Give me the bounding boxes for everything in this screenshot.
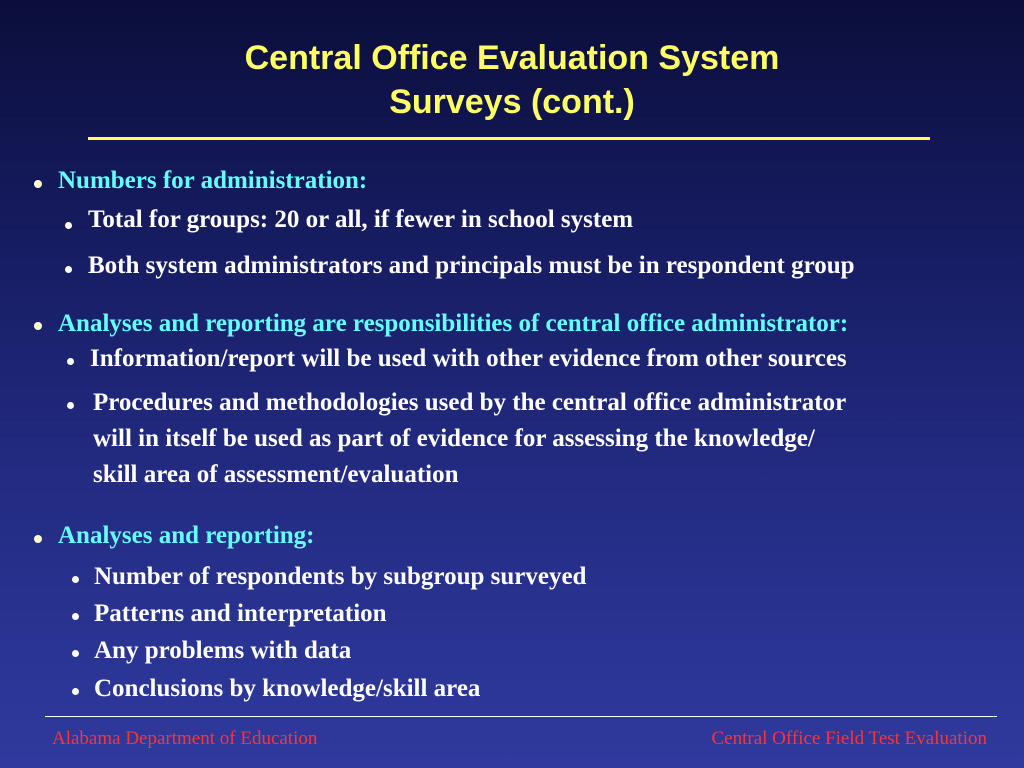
slide-title-line-2: Surveys (cont.)	[389, 83, 635, 121]
bullet-dot-icon	[67, 358, 74, 365]
section-heading-analyses-responsibilities: Analyses and reporting are responsibilities of central office administrator:	[58, 310, 849, 337]
list-item-continuation: skill area of assessment/evaluation	[93, 461, 459, 488]
footer-organization: Alabama Department of Education	[52, 728, 318, 749]
list-item: Information/report will be used with other evidence from other sources	[90, 345, 847, 372]
section-heading-analyses-reporting: Analyses and reporting:	[58, 522, 315, 549]
bullet-dot-icon	[72, 650, 79, 657]
list-item: Number of respondents by subgroup surveyed	[94, 563, 587, 590]
list-item: Patterns and interpretation	[94, 600, 387, 627]
bullet-dot-icon	[72, 688, 79, 695]
list-item: Procedures and methodologies used by the central office administrator	[93, 389, 847, 416]
footer-presentation-title: Central Office Field Test Evaluation	[711, 728, 987, 749]
list-item: Total for groups: 20 or all, if fewer in school system	[88, 206, 634, 233]
bullet-dot-icon	[65, 222, 72, 229]
bullet-dot-icon	[34, 180, 42, 188]
list-item: Both system administrators and principals must be in respondent group	[88, 252, 855, 279]
bullet-dot-icon	[72, 576, 79, 583]
slide-title-line-1: Central Office Evaluation System	[244, 39, 780, 77]
bullet-dot-icon	[67, 402, 74, 409]
footer-divider	[45, 716, 997, 717]
list-item: Conclusions by knowledge/skill area	[94, 675, 481, 702]
bullet-dot-icon	[72, 613, 79, 620]
list-item-continuation: will in itself be used as part of evidence for assessing the knowledge/	[93, 425, 815, 452]
list-item: Any problems with data	[94, 637, 352, 664]
bullet-dot-icon	[65, 266, 72, 273]
section-heading-numbers: Numbers for administration:	[58, 167, 368, 194]
bullet-dot-icon	[34, 535, 42, 543]
bullet-dot-icon	[34, 322, 42, 330]
